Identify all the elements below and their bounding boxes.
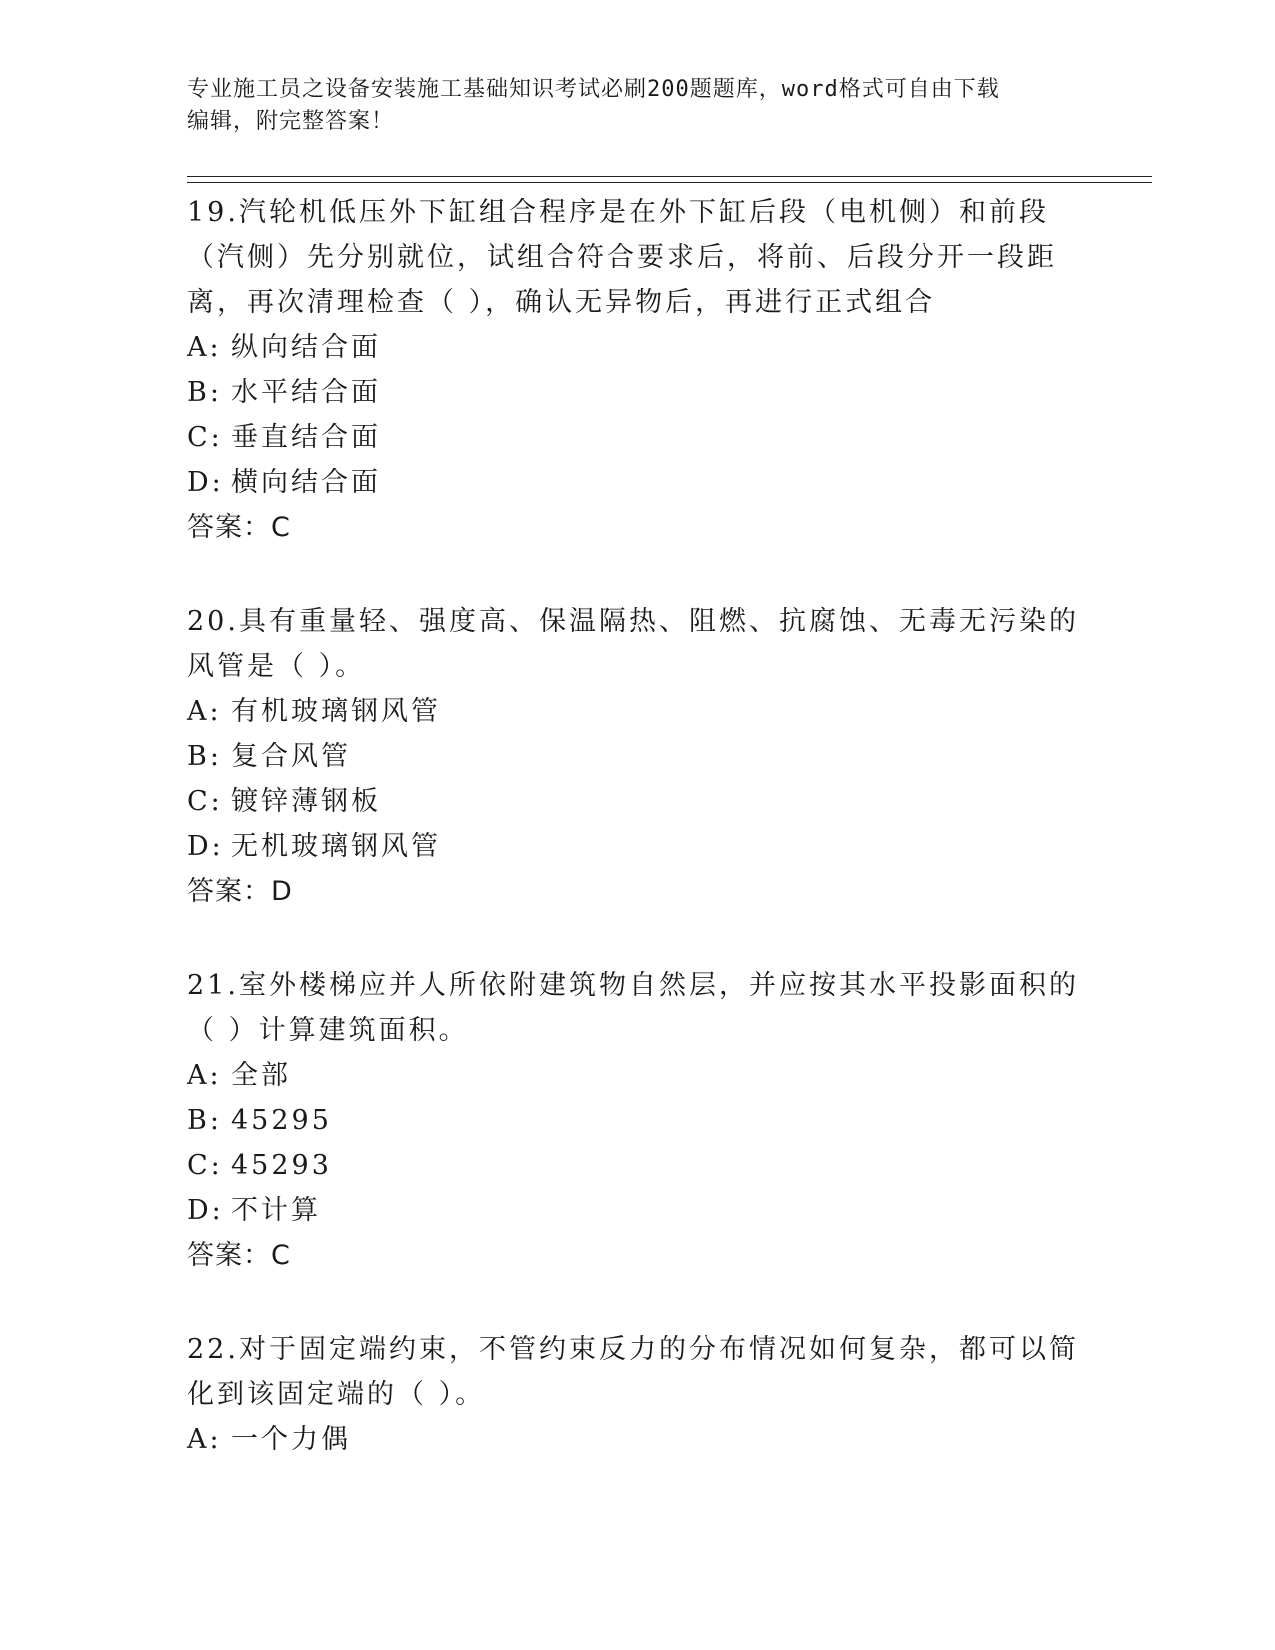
question-text: 22.对于固定端约束，不管约束反力的分布情况如何复杂，都可以简化到该固定端的（ ）。 — [187, 1334, 1079, 1410]
question-19 — [187, 190, 1087, 550]
question-text: 21.室外楼梯应并人所依附建筑物自然层，并应按其水平投影面积的（ ）计算建筑面积。 — [187, 970, 1079, 1046]
option-b — [187, 1098, 1087, 1143]
option-a — [187, 1417, 1087, 1462]
header-divider-top — [187, 176, 1152, 177]
option-c — [187, 1143, 1087, 1188]
question-text: 20.具有重量轻、强度高、保温隔热、阻燃、抗腐蚀、无毒无污染的风管是（ ）。 — [187, 606, 1079, 682]
option-label: A: — [187, 332, 222, 363]
option-text: 横向结合面 — [231, 467, 381, 498]
option-text: 镀锌薄钢板 — [231, 786, 381, 817]
option-text: 垂直结合面 — [231, 422, 381, 453]
header-divider-bottom — [187, 182, 1152, 183]
option-text: 45295 — [231, 1105, 332, 1136]
option-label: B: — [187, 1105, 222, 1136]
option-text: 无机玻璃钢风管 — [231, 831, 441, 862]
option-b — [187, 370, 1087, 415]
option-c — [187, 415, 1087, 460]
question-21 — [187, 963, 1087, 1278]
option-label: B: — [187, 377, 222, 408]
option-c — [187, 779, 1087, 824]
header-line-2: 编辑，附完整答案！ — [187, 109, 395, 134]
answer-line: 答案：C — [187, 512, 291, 543]
option-text: 复合风管 — [231, 741, 351, 772]
question-text: 19.汽轮机低压外下缸组合程序是在外下缸后段（电机侧）和前段（汽侧）先分别就位，试组合符合要求后，将前、后段分开一段距离，再次清理检查（ ），确认无异物后，再进行正式组合 — [187, 197, 1057, 318]
option-label: A: — [187, 696, 222, 727]
question-list — [187, 190, 1087, 1511]
option-text: 不计算 — [231, 1195, 321, 1226]
option-a — [187, 1053, 1087, 1098]
document-header — [187, 74, 1067, 138]
option-label: C: — [187, 1150, 223, 1181]
option-label: C: — [187, 422, 223, 453]
option-a — [187, 689, 1087, 734]
option-a — [187, 325, 1087, 370]
question-20 — [187, 599, 1087, 914]
question-22 — [187, 1327, 1087, 1462]
option-label: D: — [187, 1195, 224, 1226]
option-text: 全部 — [231, 1060, 291, 1091]
option-label: D: — [187, 831, 224, 862]
option-d — [187, 1188, 1087, 1233]
option-label: B: — [187, 741, 222, 772]
option-text: 45293 — [231, 1150, 332, 1181]
option-b — [187, 734, 1087, 779]
option-text: 一个力偶 — [231, 1424, 351, 1455]
option-d — [187, 824, 1087, 869]
option-label: C: — [187, 786, 223, 817]
answer-line: 答案：C — [187, 1240, 291, 1271]
option-text: 水平结合面 — [231, 377, 381, 408]
option-label: D: — [187, 467, 224, 498]
option-label: A: — [187, 1424, 222, 1455]
option-text: 有机玻璃钢风管 — [231, 696, 441, 727]
option-label: A: — [187, 1060, 222, 1091]
answer-line: 答案：D — [187, 876, 293, 907]
option-d — [187, 460, 1087, 505]
option-text: 纵向结合面 — [231, 332, 381, 363]
header-line-1: 专业施工员之设备安装施工基础知识考试必刷200题题库，word格式可自由下载 — [187, 77, 1000, 102]
